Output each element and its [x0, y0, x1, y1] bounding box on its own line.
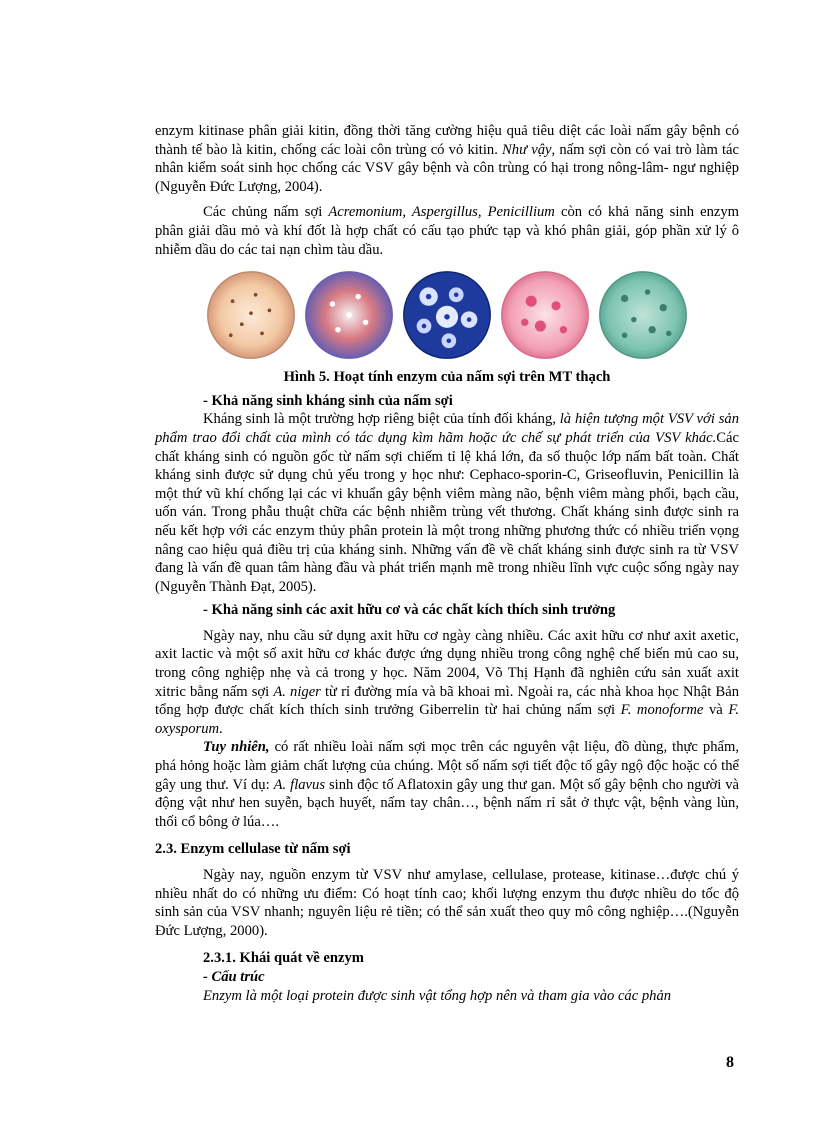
structure-heading: - Cấu trúc: [203, 968, 265, 985]
subsection-heading: 2.3.1. Khái quát về enzym: [203, 950, 364, 967]
paragraph-oil-degradation: Các chủng nấm sợi Acremonium, Aspergillus, Penicillium còn có khả năng sinh enzym phân giải dầu mỏ và khí đốt là hợp chất có cấu tạo phức tạp và khó phân giải, góp phần xử lý ô nhiễm dầu do các tai nạn chìm tàu dầu.: [155, 204, 740, 258]
figure-caption: Hình 5. Hoạt tính enzym của nấm sợi trên MT thạch: [283, 369, 611, 386]
petri-dish-4: [499, 269, 591, 361]
petri-dish-3: [401, 269, 493, 361]
paragraph-kitinase: enzym kitinase phân giải kitin, đồng thời tăng cường hiệu quả tiêu diệt các loài nấm gây bệnh có thành tế bào là kitin, chống các loài côn trùng có vỏ kitin. Như vậy, nấm sợi còn có vai trò làm tác nhân kiểm soát sinh học chống các VSV gây bệnh và côn trùng có hại trong nông-lâm- ngư nghiệp (Nguyễn Đức Lượng, 2004).: [155, 123, 739, 195]
document-body: [155, 122, 739, 1005]
petri-dish-2: [303, 269, 395, 361]
paragraph-antibiotic: Kháng sinh là một trường hợp riêng biệt của tính đối kháng, là hiện tượng một VSV với sản phẩm trao đổi chất của mình có tác dụng kìm hãm hoặc ức chế sự phát triển của VSV khác.Các chất kháng sinh có nguồn gốc từ nấm sợi chiếm tỉ lệ khá lớn, đa số thuộc lớp nấm bất toàn. Chất kháng sinh được sử dụng chủ yếu trong y học như: Cephaco-sporin-C, Griseofluvin, Penicillin là một thứ vũ khí chống lại các vi khuẩn gây bệnh viêm màng não, bệnh viêm màng phổi, bạch cầu, uốn ván. Trong phẫu thuật chữa các bệnh nhiễm trùng vết thương. Chất kháng sinh được sinh ra nếu kết hợp với các enzym thủy phân protein là một trong những phương thức có nhiều triển vọng nâng cao hiệu quả điều trị của kháng sinh. Những vấn đề về chất kháng sinh được sinh ra từ VSV đang là vấn đề quan tâm hàng đầu và phát triển mạnh mẽ trong nhiều lĩnh vực cuộc sống ngày nay (Nguyễn Thành Đạt, 2005).: [155, 411, 739, 595]
figure-enzyme-plates: [155, 269, 739, 361]
paragraph-enzyme-sources: Ngày nay, nguồn enzym từ VSV như amylase, cellulase, protease, kitinase…được chú ý nhiều nhất do có những ưu điểm: Có hoạt tính cao; khối lượng enzym thu được nhiều do tốc độ sinh sản của VSV nhanh; nguyên liệu rẻ tiền; có thể sản xuất theo quy mô công nghiệp….(Nguyễn Đức Lượng, 2000).: [155, 867, 739, 939]
paragraph-harmful-fungi: Tuy nhiên, có rất nhiều loài nấm sợi mọc trên các nguyên vật liệu, đồ dùng, thực phẩm, phá hỏng hoặc làm giảm chất lượng của chúng. Một số nấm sợi tiết độc tố gây ngộ độc hoặc có thể gây ung thư. Ví dụ: A. flavus sinh độc tố Aflatoxin gây ung thư gan. Một số gây bệnh cho người và động vật như hen suyễn, bạch huyết, nấm tay chân…, bệnh nấm rỉ sắt ở thực vật, bệnh vàng lùn, thối cổ bông ở lúa….: [155, 739, 740, 830]
paragraph-organic-acids: Ngày nay, nhu cầu sử dụng axit hữu cơ ngày càng nhiều. Các axit hữu cơ như axit axetic, axit lactic và một số axit hữu cơ khác được ứng dụng nhiều trong công nghệ chế biến mủ cao su, trong công nghiệp nhẹ và cả trong y học. Năm 2004, Võ Thị Hạnh đã nghiên cứu sản xuất axit xitric bằng nấm sợi A. niger từ rỉ đường mía và bã khoai mì. Ngoài ra, các nhà khoa học Nhật Bản tổng hợp được chất kích thích sinh trưởng Giberrelin từ hai chủng nấm sợi F. monoforme và F. oxysporum.: [155, 627, 739, 737]
section-heading: 2.3. Enzym cellulase từ nấm sợi: [155, 841, 351, 858]
petri-dish-5: [597, 269, 689, 361]
page-number: 8: [726, 1054, 734, 1071]
heading-organic-acids: - Khả năng sinh các axit hữu cơ và các chất kích thích sinh trưởng: [203, 602, 616, 619]
heading-antibiotic: - Khả năng sinh kháng sinh của nấm sợi: [203, 392, 453, 409]
petri-dish-1: [205, 269, 297, 361]
paragraph-enzyme-definition: Enzym là một loại protein được sinh vật tổng hợp nên và tham gia vào các phản: [203, 987, 672, 1004]
